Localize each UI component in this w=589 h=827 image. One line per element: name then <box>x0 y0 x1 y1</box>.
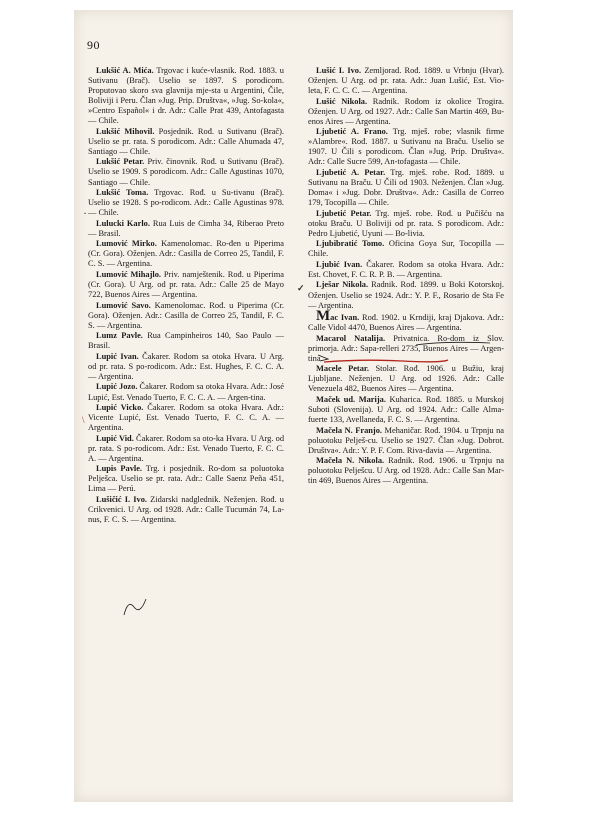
entry-name: Lukšić Toma. <box>96 188 149 198</box>
directory-entry <box>308 364 504 394</box>
directory-entry <box>308 395 504 425</box>
directory-entry <box>88 352 284 382</box>
directory-entry <box>88 270 284 300</box>
entry-name: Ljubibratić Tomo. <box>316 239 385 249</box>
directory-column-right <box>308 66 504 487</box>
entry-name: Mačela N. Franjo. <box>316 425 383 435</box>
entry-text: Čakarer. Rodom sa otoka Hvara. Adr.: Vicente Lupić, Est. Venado Tuerto, F. C. C. A. — Argentina. <box>88 403 285 433</box>
page-number: 90 <box>87 38 100 52</box>
entry-name: Ljubetić A. Frano. <box>316 127 388 137</box>
directory-entry <box>88 403 284 433</box>
directory-entry <box>308 97 504 127</box>
directory-entry <box>308 66 504 96</box>
directory-entry <box>88 239 284 269</box>
entry-dropcap: M <box>316 308 331 325</box>
entry-name: Lumović Mihajlo. <box>96 269 161 279</box>
entry-text: Kuharica. Rođ. 1885. u Murskoj Suboti (Slovenija). U Arg. od 1924. Adr.: Calle Alma-fuerte 133, Avellaneda, F. C. S. — Argentina. <box>308 395 504 425</box>
entry-name: Lupić Ivan. <box>96 351 139 361</box>
entry-name: Lukšić Mihovil. <box>96 126 155 136</box>
entry-name: Mačela N. Nikola. <box>316 456 385 466</box>
entry-text: Rua Campinheiros 140, Sao Paulo — Brasil. <box>88 331 284 351</box>
pen-arrow-annotation <box>316 353 346 363</box>
directory-entry <box>308 127 504 167</box>
entry-name: Lukšić Petar. <box>96 157 145 167</box>
entry-text: Rođ. 1902. u Krndiji, kraj Djakova. Adr.: Calle Vidol 4470, Buenos Aires — Argentina. <box>308 313 504 333</box>
entry-text: Oficina Goya Sur, Tocopilla — Chile. <box>308 239 504 259</box>
entry-name: Ljubić Ivan. <box>316 259 363 269</box>
directory-entry <box>88 66 284 126</box>
entry-name: Lulucki Karlo. <box>96 218 150 228</box>
red-pen-mark: \ <box>82 415 85 425</box>
entry-name: Maček ud. Marija. <box>316 395 386 404</box>
entry-name-rest: ac Ivan. <box>330 313 360 323</box>
entry-text: Posjednik. Rođ. u Sutivanu (Brač). Uselio se pr. rata. S porodicom. Adr.: Calle Ahumada 47, Santiago — Chile. <box>88 126 285 156</box>
entry-text: Čakarer. Rodom sa oto-ka Hvara. U Arg. od pr. rata. S po-rodicom. Adr.: Est. Venado Tuerto, F. C. C. A. — Argentina. <box>88 433 285 463</box>
directory-entry <box>308 426 504 456</box>
entry-text: Trgovac. Rođ. u Su-tivanu (Brač). Uselio se 1928. S po-rodicom. Adr.: Calle Agustinas 978. — Chile. <box>88 188 284 218</box>
entry-name: Lumović Mirko. <box>96 239 157 249</box>
directory-entry <box>88 188 284 218</box>
entry-text: Trg. mješ. robe. Rođ. u Pučišću na otoku Braču. U Boliviji od pr. rata. S porodicom. Adr.: Pedro Ljubetić, Uyuni — Bo-livia. <box>308 208 504 238</box>
entry-text: Radnik. Rođ. 1906. u Trpnju na poluotoku Pelješcu. U Arg. od 1928. Adr.: Calle San Mar-tin 469, Buenos Aires — Argentina. <box>308 456 505 486</box>
entry-text: Čakarer. Rodom sa otoka Hvara. U Arg. od pr. rata. S po-rodicom. Adr.: Est. Hughes, F. C. C. A. — Argentina. <box>88 351 284 381</box>
entry-text: Zemljorad. Rođ. 1889. u Vrbnju (Hvar). Oženjen. U Arg. od pr. rata. Adr.: Juan Lušić, Est. Vio-leta, F. C. C. C. — Argentina. <box>308 66 504 96</box>
directory-entry <box>88 127 284 157</box>
directory-entry <box>308 260 504 280</box>
directory-entry <box>308 456 504 486</box>
directory-entry <box>88 464 284 494</box>
entry-name: Lušičić I. Ivo. <box>96 494 147 504</box>
entry-text: Zidarski nadglednik. Neženjen. Rođ. u Crikvenici. U Arg. od 1928. Adr.: Calle Tucumán 74, La-nus, F. C. S. — Argentina. <box>88 494 284 525</box>
directory-entry <box>88 331 284 351</box>
entry-name: Lumz Pavle. <box>96 331 143 341</box>
entry-text: Radnik. Rođ. 1899. u Boki Kotorskoj. Oženjen. Uselio se 1924. Adr.: Y. P. F., Rosario de Sta Fe — Argentina. <box>308 280 504 310</box>
entry-name: Macarol Natalija. <box>316 333 386 343</box>
entry-text: Trg. i posjednik. Ro-dom sa poluotoka Pelješca. Uselio se pr. rata. Adr.: Calle Saenz Peña 451, Lima — Perú. <box>88 464 284 494</box>
entry-text: Privatnica. Ro-dom iz Slov. primorja. Adr.: Sapa-relleri 2735, Buenos Aires — Argen-tina. <box>308 333 505 363</box>
entry-text: Radnik. Rodom iz okolice Trogira. Oženjen. U Arg. od 1927. Adr.: Calle San Martin 469, Bu-enos Aires — Argentina. <box>308 96 504 126</box>
entry-text: Trg. mješ. robe. Rođ. 1889. u Sutivanu na Braču. U Čili od 1903. Neženjen. Član »Jug. Doma« i »Jug. Dobr. Društva«. Adr.: Casilla de Correo 179, Tocopilla — Chile. <box>308 167 504 208</box>
entry-text: Trg. mješ. robe; vlasnik firme »Alambre«. Rođ. 1887. u Sutivanu na Braču. Uselio se 1907. U Čili s porodicom. Član »Jug. Prip. Društva«. Adr.: Calle Sucre 599, An-tofagasta — Chile. <box>308 127 504 167</box>
pen-strike-annotation <box>414 338 492 348</box>
entry-text: Trgovac i kuće-vlasnik. Rođ. 1883. u Sutivanu (Brač). Uselio se 1897. S porodicom. Proputovao skoro sva glavnija mje-sta u Argentini, Čile, Boliviji i Peru. Član »Jug. Prip. Društva«, »Jug. So-kola«, »Centro Español« i dr. Adr.: Calle Prat 439, Antofagasta — Chile. <box>88 66 284 126</box>
handwritten-check-mark: ✓ <box>297 283 305 293</box>
entry-text: Rua Luis de Cimha 34, Riberao Preto — Brasil. <box>88 218 284 238</box>
pen-scribble-annotation <box>120 595 150 619</box>
directory-entry <box>88 301 284 331</box>
directory-entry <box>308 239 504 259</box>
entry-name: Lupis Pavle. <box>96 464 143 474</box>
entry-name: Lumović Savo. <box>96 300 151 310</box>
directory-entry <box>308 209 504 239</box>
entry-text: Stolar. Rođ. 1906. u Bužiu, kraj Ljubljane. Neženjen. U Arg. od 1926. Adr.: Calle Venezuela 482, Buenos Aires — Argentina. <box>308 364 505 394</box>
entry-name: Lukšić A. Mića. <box>96 66 154 75</box>
entry-name: Lupić Vicko. <box>96 403 144 413</box>
entry-text: Priv. činovnik. Rođ. u Sutivanu (Brač). Uselio se 1909. S porodicom. Adr.: Calle Agustinas 1070, Santiago — Chile. <box>88 157 284 187</box>
directory-entry <box>88 382 284 402</box>
entry-text: Kamenolomac. Ro-đen u Piperima (Cr. Gora). Oženjen. Adr.: Casilla de Correo 25, Tandil, F. C. S. — Argentina. <box>88 239 284 269</box>
directory-entry <box>88 157 284 187</box>
entry-text: Čakarer. Rodom sa otoka Hvara. Adr.: Est. Chovet, F. C. R. P. B. — Argentina. <box>308 259 505 279</box>
entry-name: Lušić I. Ivo. <box>316 66 362 75</box>
directory-entry <box>308 280 504 310</box>
entry-name: Macele Petar. <box>316 364 369 374</box>
directory-entry <box>88 495 284 525</box>
handwritten-dot-mark: · <box>83 206 87 220</box>
directory-entry <box>88 434 284 464</box>
entry-name: Lupić Jozo. <box>96 382 138 392</box>
directory-column-left <box>88 66 284 526</box>
directory-entry <box>308 168 504 208</box>
entry-name: Ljubetić A. Petar. <box>316 167 386 177</box>
entry-text: Kamenolomac. Rođ. u Piperima (Cr. Gora). Oženjen. Adr.: Casilla de Correo 25, Tandil, F. C. S. — Argentina. <box>88 300 284 330</box>
entry-text: Priv. namještenik. Rođ. u Piperima (Cr. Gora). U Arg. od pr. rata. Adr.: Calle 25 de Mayo 722, Buenos Aires — Argentina. <box>88 269 284 300</box>
entry-name: Lupić Vid. <box>96 433 134 443</box>
entry-name: Lušić Nikola. <box>316 96 368 106</box>
directory-entry <box>308 308 504 333</box>
entry-name: Ljubetić Petar. <box>316 208 372 218</box>
entry-text: Mehaničar. Rođ. 1904. u Trpnju na poluotoku Pelješ-cu. Uselio se 1927. Član »Jug. Dobrot. Društva«. Adr.: Y. P. F. Com. Riva-davia — Argentina. <box>308 425 505 455</box>
entry-text: Čakarer. Rodom sa otoka Hvara. Adr.: José Lupić, Est. Venado Tuerto, F. C. C. A. — Argen-tina. <box>88 382 284 402</box>
entry-name: Lješar Nikola. <box>316 280 369 290</box>
directory-entry <box>88 219 284 239</box>
